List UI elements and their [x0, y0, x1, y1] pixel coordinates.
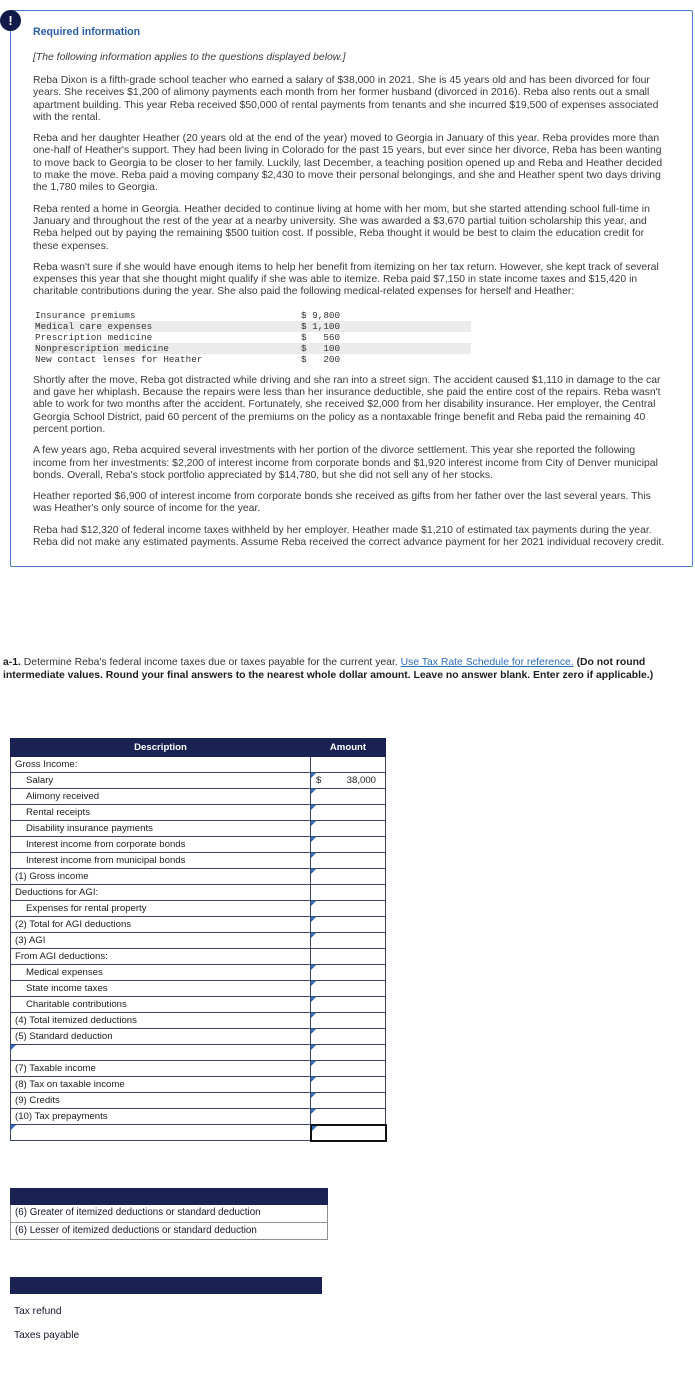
amount-input-cell[interactable] [311, 869, 386, 885]
row-label-cell: Charitable contributions [11, 997, 311, 1013]
row-label-cell: Rental receipts [11, 805, 311, 821]
row-label-cell: State income taxes [11, 981, 311, 997]
row-label-cell: Deductions for AGI: [11, 885, 311, 901]
table-row [11, 1013, 386, 1029]
info-paragraph: A few years ago, Reba acquired several investments with her portion of the divorce settlement. This year she reported the following income from her investments: $2,200 of interest income from corporate bonds and $1,920 interest income from City of Denver municipal bonds. Overall, Reba's stock portfolio appreciated by $14,780, but she did not sell any of her stocks. [33, 445, 658, 481]
row-label-cell: Expenses for rental property [11, 901, 311, 917]
description-dropdown-cell[interactable] [11, 1125, 311, 1141]
question-note: (Do not round intermediate values. Round your final answers to the nearest whole dollar amount. Leave no answer blank. Enter zero if applicable.) [3, 657, 654, 682]
table-header-row [11, 739, 386, 757]
row-label-cell: (5) Standard deduction [11, 1029, 311, 1045]
info-paragraph: Reba and her daughter Heather (20 years old at the end of the year) moved to Georgia in January of this year. Reba provides more than one-half of Heather's support. They had been living in Colorado for the past 15 years, but ever since her divorce, Reba has been wanting to move back to Georgia to be closer to her family. Luckily, last December, a teaching position opened up and Reba and Heather decided to make the move. Reba paid a moving company $2,430 to move their personal belongings, and she and Heather spent two days driving the 1,780 miles to Georgia. [33, 133, 663, 194]
expense-label: New contact lenses for Heather [35, 353, 203, 365]
description-dropdown-cell[interactable] [11, 1045, 311, 1061]
row-label-cell: Salary [11, 773, 311, 789]
row-label-cell: (2) Total for AGI deductions [11, 917, 311, 933]
row-label-cell: From AGI deductions: [11, 949, 311, 965]
expense-amount: $ 200 [301, 353, 341, 365]
expense-row [35, 321, 471, 332]
currency-symbol: $ [316, 775, 322, 786]
amount-input-cell[interactable] [311, 773, 386, 789]
expense-label: Insurance premiums [35, 309, 136, 321]
table-row [11, 773, 386, 789]
row-label-cell: Disability insurance payments [11, 821, 311, 837]
amount-input-cell[interactable] [311, 805, 386, 821]
required-info-box [10, 10, 693, 567]
expense-label: Medical care expenses [35, 320, 153, 332]
table-row [11, 981, 386, 997]
amount-input-cell[interactable] [311, 965, 386, 981]
amount-input-cell[interactable] [311, 837, 386, 853]
dropdown-option[interactable]: Taxes payable [14, 1330, 80, 1341]
amount-cell [311, 949, 386, 965]
amount-input-cell[interactable] [311, 917, 386, 933]
amount-input-cell[interactable] [311, 981, 386, 997]
row-label-cell: (4) Total itemized deductions [11, 1013, 311, 1029]
table-row [11, 885, 386, 901]
header-description: Description [11, 739, 311, 757]
amount-input-cell[interactable] [311, 1109, 386, 1125]
expense-row [35, 354, 471, 365]
row-label-cell: (7) Taxable income [11, 1061, 311, 1077]
required-info-subtitle: [The following information applies to the questions displayed below.] [33, 52, 346, 63]
info-paragraph: Reba Dixon is a fifth-grade school teacher who earned a salary of $38,000 in 2021. She is 45 years old and has been divorced for four years. She receives $1,200 of alimony payments each month from her former husband (divorced in 2016). Reba also rents out a small apartment building. This year Reba received $50,000 of rental payments from tenants and she incurred $19,500 of expenses associated with the rental. [33, 75, 659, 123]
amount-input-cell[interactable] [311, 1061, 386, 1077]
table-row [11, 917, 386, 933]
row-label-cell: Interest income from municipal bonds [11, 853, 311, 869]
question-text [3, 656, 692, 683]
worksheet-table [10, 738, 387, 1142]
expense-amount: $ 100 [301, 342, 341, 354]
table-row [11, 805, 386, 821]
amount-input-cell[interactable] [311, 1045, 386, 1061]
table-row [11, 1029, 386, 1045]
expense-label: Nonprescription medicine [35, 342, 169, 354]
table-row [11, 1109, 386, 1125]
dropdown-selected-bar[interactable] [10, 1277, 322, 1294]
table-row [11, 949, 386, 965]
table-row [11, 997, 386, 1013]
tax-rate-schedule-link[interactable]: Use Tax Rate Schedule for reference. [400, 657, 574, 668]
info-paragraph: Reba had $12,320 of federal income taxes withheld by her employer. Heather made $1,210 of estimated tax payments during the year. Reba did not make any estimated payments. Assume Reba received the correct advance payment for her 2021 individual recovery credit. [33, 524, 665, 549]
row-label-cell: (10) Tax prepayments [11, 1109, 311, 1125]
table-row [11, 1125, 386, 1141]
table-row [11, 837, 386, 853]
amount-cell [311, 757, 386, 773]
itemized-deduction-dropdown [10, 1188, 328, 1240]
table-row [11, 933, 386, 949]
header-amount: Amount [311, 739, 386, 757]
amount-input-cell[interactable] [311, 1013, 386, 1029]
required-info-icon: ! [0, 10, 21, 31]
table-row [11, 1061, 386, 1077]
row-label-cell: Alimony received [11, 789, 311, 805]
expense-row [35, 310, 471, 321]
table-row [11, 1077, 386, 1093]
amount-input-cell[interactable] [311, 933, 386, 949]
expense-amount: $ 9,800 [301, 309, 341, 321]
table-row [11, 757, 386, 773]
amount-input-cell[interactable] [311, 997, 386, 1013]
dropdown-selected-bar[interactable] [10, 1188, 328, 1205]
table-row [11, 821, 386, 837]
info-paragraph: Reba wasn't sure if she would have enough items to help her benefit from itemizing on her tax return. However, she kept track of several expenses this year that she thought might qualify if she was able to itemize. Reba paid $7,150 in state income taxes and $15,420 in charitable contributions during the year. She also paid the following medical-related expenses for herself and Heather: [33, 261, 659, 298]
expense-amount: $ 1,100 [301, 320, 341, 332]
question-number: a-1. [3, 657, 21, 668]
amount-input-cell[interactable] [311, 1093, 386, 1109]
dropdown-option[interactable]: Tax refund [14, 1306, 62, 1317]
row-label-cell: Gross Income: [11, 757, 311, 773]
expense-label: Prescription medicine [35, 331, 153, 343]
info-paragraph: Reba rented a home in Georgia. Heather decided to continue living at home with her mom, but she started attending school full-time in January and throughout the rest of the year at a nearby university. She was awarded a $3,670 partial tuition scholarship this year, and Reba helped out by paying the remaining $500 tuition cost. If possible, Reba thought it would be best to claim the education credit for these expenses. [33, 203, 650, 252]
table-row [11, 1093, 386, 1109]
dropdown-options-list [10, 1205, 328, 1240]
table-row [11, 789, 386, 805]
final-answer-cell[interactable] [311, 1125, 386, 1141]
amount-value: 38,000 [346, 775, 376, 786]
required-info-title: Required information [33, 26, 141, 38]
row-label-cell: (8) Tax on taxable income [11, 1077, 311, 1093]
amount-input-cell[interactable] [311, 789, 386, 805]
row-label-cell: (1) Gross income [11, 869, 311, 885]
row-label-cell: Interest income from corporate bonds [11, 837, 311, 853]
expense-row [35, 343, 471, 354]
row-label-cell: (3) AGI [11, 933, 311, 949]
amount-input-cell[interactable] [311, 901, 386, 917]
expense-amount: $ 560 [301, 331, 341, 343]
dropdown-option[interactable]: (6) Lesser of itemized deductions or standard deduction [11, 1222, 327, 1239]
expense-row [35, 332, 471, 343]
amount-input-cell[interactable] [311, 853, 386, 869]
table-row [11, 853, 386, 869]
amount-input-cell[interactable] [311, 1077, 386, 1093]
table-row [11, 901, 386, 917]
table-row [11, 965, 386, 981]
row-label-cell: (9) Credits [11, 1093, 311, 1109]
amount-cell [311, 885, 386, 901]
table-row [11, 869, 386, 885]
refund-or-payable-dropdown [10, 1277, 322, 1342]
table-row [11, 1045, 386, 1061]
amount-input-cell[interactable] [311, 1029, 386, 1045]
question-lead: Determine Reba's federal income taxes due or taxes payable for the current year. [20, 657, 401, 668]
dropdown-option[interactable]: (6) Greater of itemized deductions or standard deduction [15, 1207, 261, 1218]
medical-expense-table [35, 310, 471, 365]
row-label-cell: Medical expenses [11, 965, 311, 981]
info-paragraph: Heather reported $6,900 of interest income from corporate bonds she received as gifts from her father over the last several years. This was Heather's only source of income for the year. [33, 491, 651, 515]
info-paragraph: Shortly after the move, Reba got distracted while driving and she ran into a street sign. The accident caused $1,110 in damage to the car and gave her whiplash. Because the repairs were less than her insurance deductible, she paid the entire cost of the repairs. Reba wasn't able to work for two months after the accident. Fortunately, she received $2,000 from her disability insurance. Her employer, the Central Georgia School District, paid 60 percent of the premiums on the policy as a nontaxable fringe benefit and Reba paid the remaining 40 percent portion. [33, 374, 661, 435]
amount-input-cell[interactable] [311, 821, 386, 837]
